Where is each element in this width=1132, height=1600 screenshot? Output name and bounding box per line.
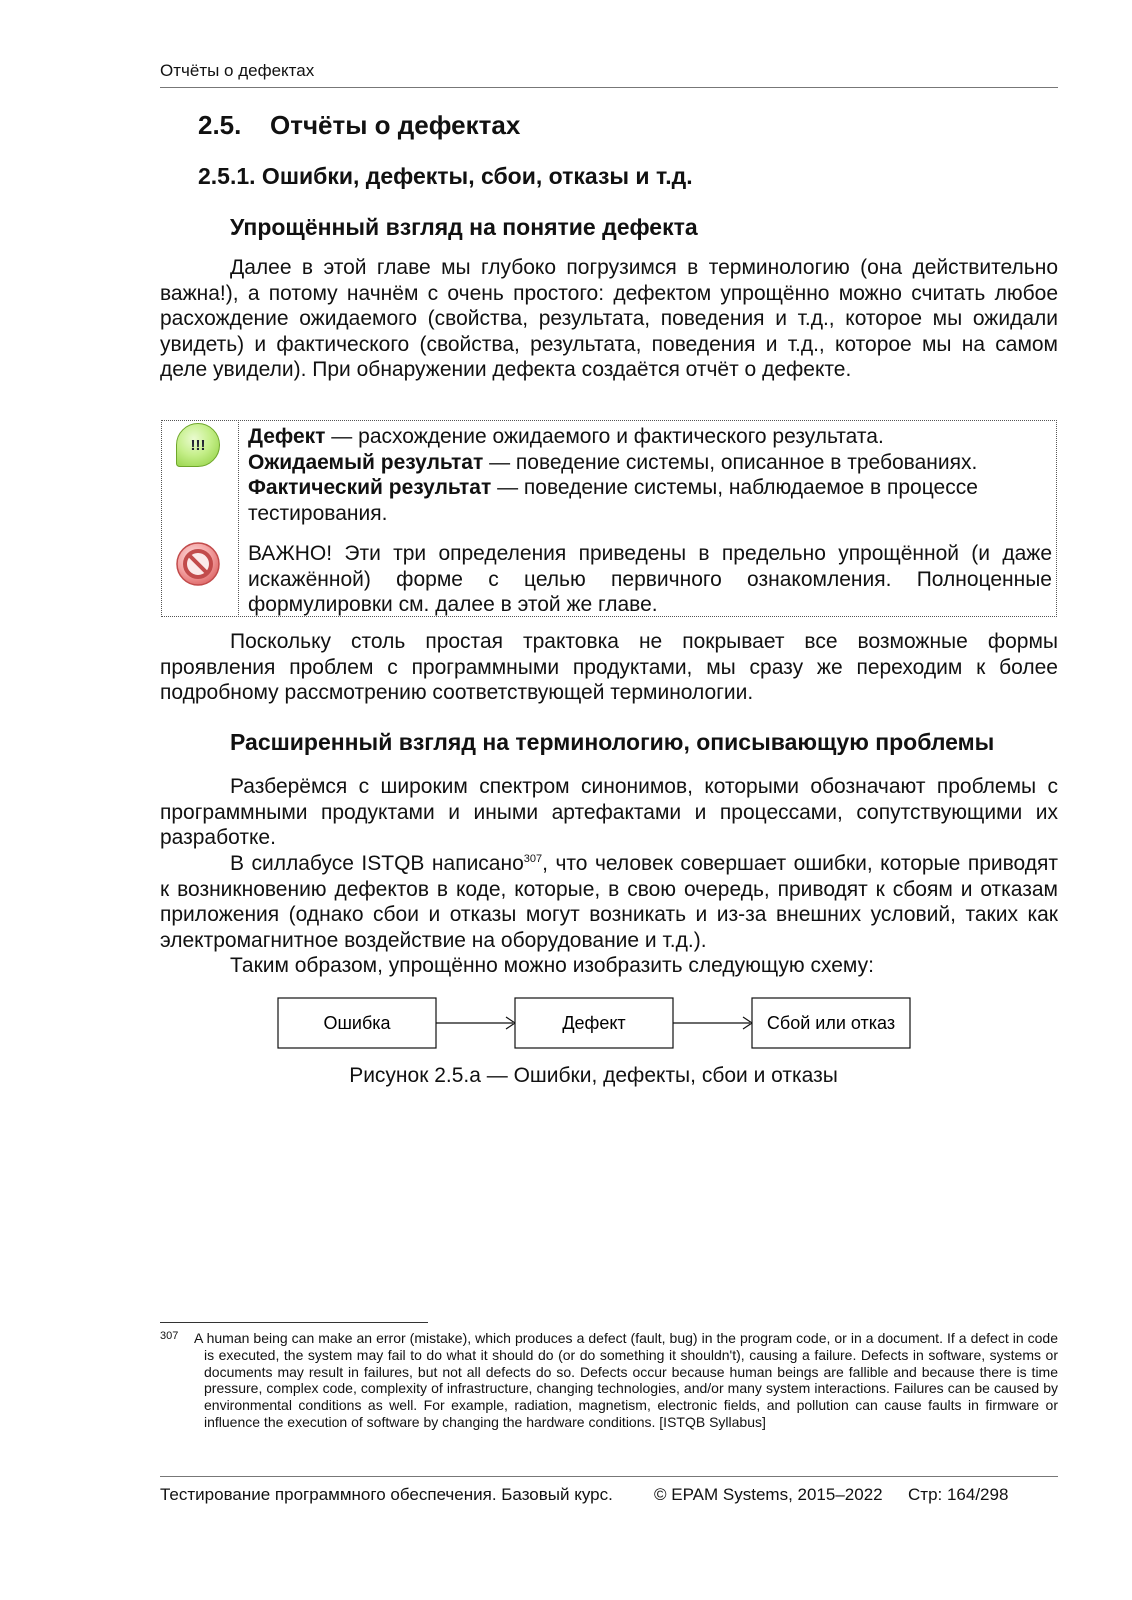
prohibition-icon [174,540,222,588]
footer-book-title: Тестирование программного обеспечения. Базовый курс. [160,1485,613,1504]
exclamation-icon [176,423,220,467]
footnote [160,1330,1058,1431]
note-box-divider [238,420,239,617]
footnote-rule [160,1322,428,1323]
synonyms-paragraph: Разберёмся с широким спектром синонимов, которыми обозначают проблемы с программными продуктами и иными артефактами и процессами, сопутствующими их разработке. [160,775,1058,849]
footer-page-number: Стр: 164/298 [908,1485,1009,1504]
footnote-mark: 307 [160,1330,179,1342]
subsection-heading: 2.5.1. Ошибки, дефекты, сбои, отказы и т.д. [198,163,693,189]
istqb-paragraph-start: В силлабусе ISTQB написано [230,852,524,875]
section-heading [198,110,520,141]
simplified-view-paragraph: Далее в этой главе мы глубоко погрузимся в терминологию (она действительно важна!), а потому начнём с очень простого: дефектом упрощённо можно считать любое расхождение ожидаемого (свойства, результата, поведения и т.д., которое мы ожидали увидеть) и фактического (свойства, результата, поведения и т.д., которое мы на самом деле увидели). При обнаружении дефекта создаётся отчёт о дефекте. [160,256,1058,381]
footnote-reference[interactable]: 307 [523,853,543,865]
figure-caption: Рисунок 2.5.a — Ошибки, дефекты, сбои и отказы [349,1064,838,1087]
expected-result-definition: — поведение системы, описанное в требованиях. [483,450,978,474]
section-title: Отчёты о дефектах [270,110,521,140]
footer-rule [160,1476,1058,1477]
scheme-intro-paragraph: Таким образом, упрощённо можно изобразить следующую схему: [230,954,874,977]
error-box-label: Ошибка [323,1013,391,1033]
extended-view-heading: Расширенный взгляд на терминологию, описывающую проблемы [230,729,995,755]
istqb-paragraph-end: , что человек совершает ошибки, которые приводят к возникновению дефектов в коде, которые, в свою очередь, приводят к сбоям и отказам приложения (однако сбои и отказы могут возникать и из-за внешних условий, таких как электромагнитное воздействие на оборудование и т.д.). [160,852,1058,952]
defect-box-label: Дефект [562,1013,626,1033]
warning-text: ВАЖНО! Эти три определения приведены в предельно упрощённой (и даже искажённой) форме с целью первичного ознакомления. Полноценные формулировки см. далее в этой же главе. [248,542,1052,616]
defect-definition: — расхождение ожидаемого и фактического результата. [325,425,884,448]
footer-copyright: © EPAM Systems, 2015–2022 [654,1485,883,1504]
failure-box-label: Сбой или отказ [766,1013,896,1033]
footnote-text: A human being can make an error (mistake), which produces a defect (fault, bug) in the program code, or in a document. If a defect in code is executed, the system may fail to do what it should do (or do something it shouldn't), causing a failure. Defects in software, systems or documents may result in failures, but not all defects do so. Defects occur because human beings are fallible and because there is time pressure, complex code, complexity of infrastructure, changing technologies, and/or many system interactions. Failures can be caused by environmental conditions as well. For example, radiation, magnetism, electronic fields, and pollution can cause faults in firmware or influence the execution of software by changing the hardware conditions. [ISTQB Syllabus] [194,1330,1058,1430]
running-header: Отчёты о дефектах [160,61,315,80]
defect-term: Дефект [248,425,326,448]
error-defect-failure-diagram [270,990,950,1060]
expected-result-term: Ожидаемый результат [248,450,484,474]
actual-result-definition: — поведение системы, наблюдаемое в процессе тестирования. [248,476,978,525]
definitions-text [248,424,1052,526]
header-rule [160,87,1058,88]
section-number: 2.5. [198,110,242,140]
istqb-paragraph [160,851,1058,953]
exclamation-icon-label: !!! [190,436,206,454]
actual-result-term: Фактический результат [248,476,492,499]
transition-paragraph: Поскольку столь простая трактовка не покрывает все возможные формы проявления проблем с программными продуктами, мы сразу же переходим к более подробному рассмотрению соответствующей терминологии. [160,630,1058,704]
simplified-view-heading: Упрощённый взгляд на понятие дефекта [230,214,698,240]
